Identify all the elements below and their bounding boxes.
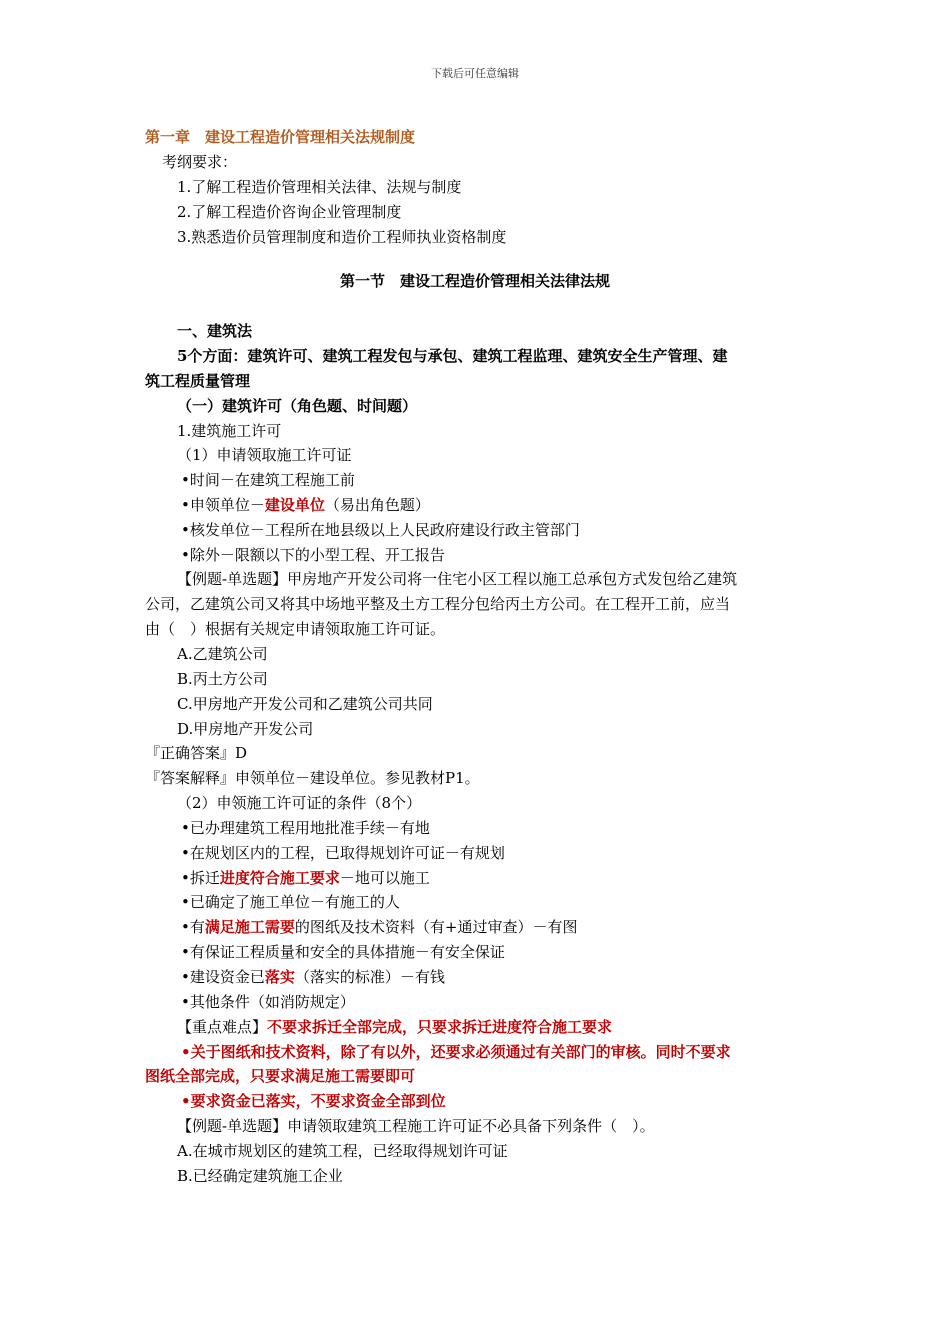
condition-item [181,917,577,937]
chapter-title: 第一章 建设工程造价管理相关法规制度 [145,128,416,146]
syllabus-item: 3.熟悉造价员管理制度和造价工程师执业资格制度 [177,228,507,246]
condition-item: •已确定了施工单位－有施工的人 [181,893,400,911]
condition-text: •建设资金已 [181,968,265,986]
bullet-text: •申领单位－ [181,496,265,514]
answer-option: B.已经确定建筑施工企业 [177,1167,343,1185]
condition-item [181,868,430,888]
highlight-text: 满足施工需要 [204,918,295,936]
condition-text: －地可以施工 [339,869,430,887]
subitem-heading: （1）申请领取施工许可证 [177,446,352,464]
answer-option: B.丙土方公司 [177,670,268,688]
answer-option: D.甲房地产开发公司 [177,720,314,738]
example-question: 【例题-单选题】甲房地产开发公司将一住宅小区工程以施工总承包方式发包给乙建筑 [177,570,738,588]
keypoint-line [177,1017,612,1037]
highlight-text: 进度符合施工要求 [219,869,340,887]
answer-option: A.乙建筑公司 [177,645,268,663]
syllabus-item: 2.了解工程造价咨询企业管理制度 [177,203,402,221]
part-heading: 一、建筑法 [177,322,253,340]
correct-answer: 『正确答案』D [145,744,248,762]
keypoint-line: 图纸全部完成，只要求满足施工需要即可 [145,1067,416,1085]
condition-item [181,967,445,987]
example-question: 【例题-单选题】申请领取建筑工程施工许可证不必具备下列条件（ ）。 [177,1117,655,1135]
highlight-text: 落实 [264,968,295,986]
subitem-heading: （2）申领施工许可证的条件（8个） [177,794,422,812]
highlight-text: 建设单位 [264,496,325,514]
bullet-item: •除外－限额以下的小型工程、开工报告 [181,546,445,564]
aspects-line: 筑工程质量管理 [145,372,251,390]
example-question: 公司，乙建筑公司又将其中场地平整及土方工程分包给丙土方公司。在工程开工前，应当 [145,595,731,613]
keypoint-text: 不要求拆迁全部完成，只要求拆迁进度符合施工要求 [267,1018,613,1036]
answer-option: A.在城市规划区的建筑工程，已经取得规划许可证 [177,1142,508,1160]
bullet-item: •核发单位－工程所在地县级以上人民政府建设行政主管部门 [181,521,580,539]
item-heading: 1.建筑施工许可 [177,422,282,440]
keypoint-line: •要求资金已落实，不要求资金全部到位 [181,1092,446,1110]
condition-text: •拆迁 [181,869,220,887]
condition-text: （落实的标准）－有钱 [294,968,445,986]
condition-item: •有保证工程质量和安全的具体措施－有安全保证 [181,943,505,961]
bullet-item [181,495,430,515]
answer-option: C.甲房地产开发公司和乙建筑公司共同 [177,695,433,713]
subsection-heading: （一）建筑许可（角色题、时间题） [177,397,418,415]
condition-item: •在规划区内的工程，已取得规划许可证－有规划 [181,844,505,862]
keypoint-label: 【重点难点】 [177,1018,268,1036]
aspects-line: 5个方面：建筑许可、建筑工程发包与承包、建筑工程监理、建筑安全生产管理、建 [177,347,728,365]
syllabus-item: 1.了解工程造价管理相关法律、法规与制度 [177,178,462,196]
keypoint-line: •关于图纸和技术资料，除了有以外，还要求必须通过有关部门的审核。同时不要求 [181,1043,731,1061]
condition-text: 的图纸及技术资料（有+通过审查）－有图 [294,918,578,936]
answer-explanation: 『答案解释』申领单位－建设单位。参见教材P1。 [145,769,480,787]
condition-text: •有 [181,918,205,936]
condition-item: •已办理建筑工程用地批准手续－有地 [181,819,430,837]
page-header-note: 下载后可任意编辑 [431,67,519,80]
section-title: 第一节 建设工程造价管理相关法律法规 [339,272,610,290]
syllabus-label: 考纲要求： [162,153,238,171]
condition-item: •其他条件（如消防规定） [181,993,355,1011]
bullet-text: （易出角色题） [324,496,430,514]
bullet-item: •时间－在建筑工程施工前 [181,471,355,489]
example-question: 由（ ）根据有关规定申请领取施工许可证。 [145,620,446,638]
